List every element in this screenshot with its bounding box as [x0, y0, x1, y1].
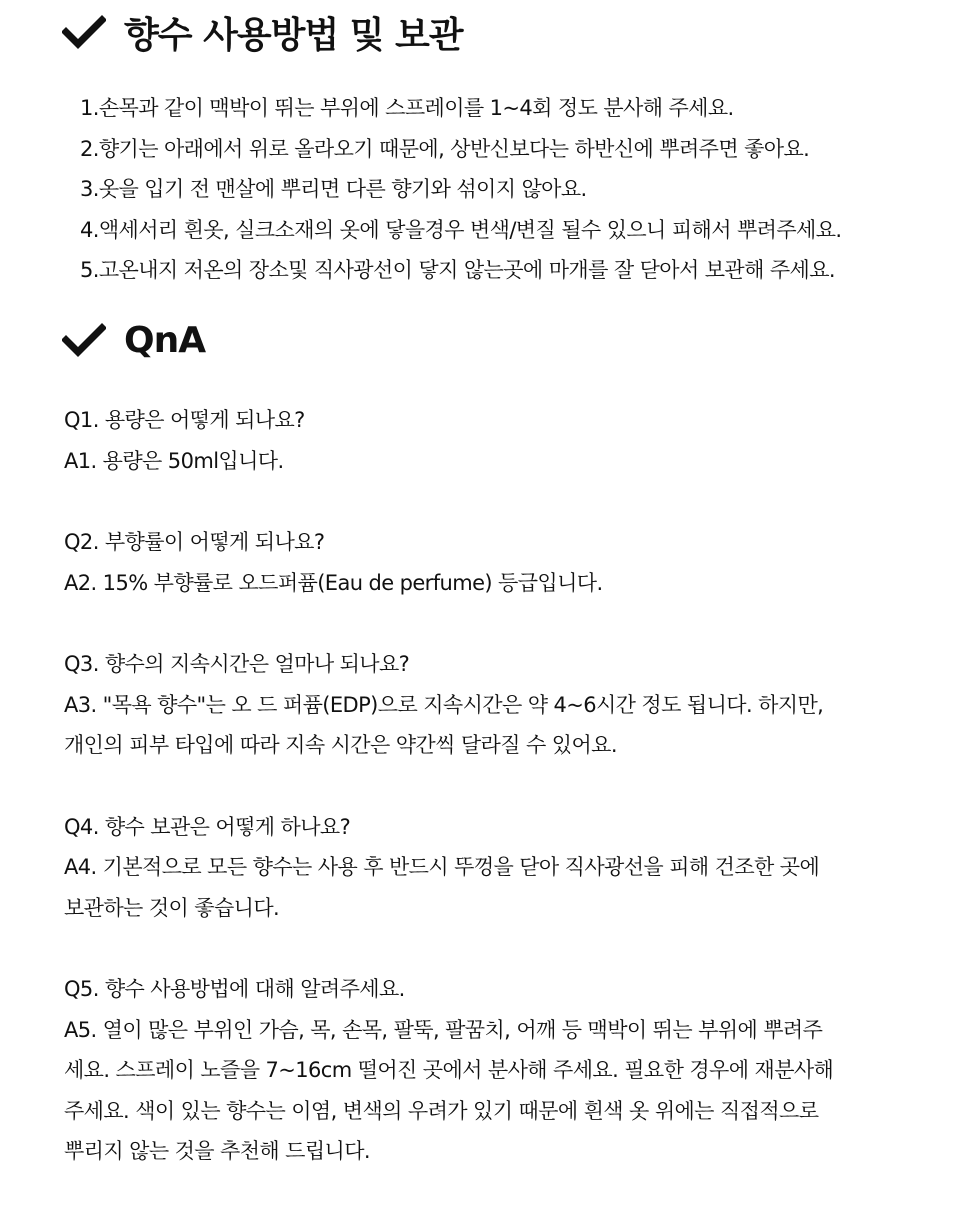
answer-line: 개인의 피부 타입에 따라 지속 시간은 약간씩 달라질 수 있어요. — [64, 733, 617, 757]
answer-line: 뿌리지 않는 것을 추천해 드립니다. — [64, 1139, 370, 1163]
answer-line: 세요. 스프레이 노즐을 7~16cm 떨어진 곳에서 분사해 주세요. 필요한 경우에 재분사해 — [64, 1058, 834, 1082]
usage-item: 3.옷을 입기 전 맨살에 뿌리면 다른 향기와 섞이지 않아요. — [80, 177, 587, 201]
answer-line: 주세요. 색이 있는 향수는 이염, 변색의 우려가 있기 때문에 흰색 옷 위에는 직접적으로 — [64, 1098, 819, 1123]
question: Q1. 용량은 어떻게 되나요? — [64, 408, 305, 432]
usage-section-heading — [62, 2, 463, 62]
question: Q3. 향수의 지속시간은 얼마나 되나요? — [64, 652, 410, 676]
question: Q5. 향수 사용방법에 대해 알려주세요. — [64, 977, 405, 1001]
qna-item-1 — [64, 400, 944, 481]
answer-line: A5. 열이 많은 부위인 가슴, 목, 손목, 팔뚝, 팔꿈치, 어깨 등 맥박이 뛰는 부위에 뿌려주 — [64, 1017, 823, 1042]
usage-item: 1.손목과 같이 맥박이 뛰는 부위에 스프레이를 1~4회 정도 분사해 주세요. — [80, 96, 734, 120]
answer-line: A2. 15% 부향률로 오드퍼퓸(Eau de perfume) 등급입니다. — [64, 570, 603, 595]
checkmark-icon — [62, 14, 106, 50]
usage-item: 2.향기는 아래에서 위로 올라오기 때문에, 상반신보다는 하반신에 뿌려주면 좋아요. — [80, 136, 810, 161]
qna-item-4 — [64, 807, 944, 929]
qna-item-2 — [64, 522, 944, 603]
qna-item-3 — [64, 644, 944, 766]
question: Q4. 향수 보관은 어떻게 하나요? — [64, 814, 351, 839]
answer-line: A1. 용량은 50ml입니다. — [64, 448, 284, 473]
question: Q2. 부향률이 어떻게 되나요? — [64, 530, 325, 554]
checkmark-icon — [62, 322, 106, 358]
qna-list — [64, 400, 944, 1213]
usage-heading-title: 향수 사용방법 및 보관 — [124, 14, 463, 56]
usage-item: 5.고온내지 저온의 장소및 직사광선이 닿지 않는곳에 마개를 잘 닫아서 보관해 주세요. — [80, 258, 835, 282]
answer-line: 보관하는 것이 좋습니다. — [64, 895, 280, 920]
usage-instructions-list — [80, 88, 841, 291]
qna-heading-title: QnA — [124, 319, 206, 361]
qna-item-5 — [64, 969, 944, 1172]
answer-line: A3. "목욕 향수"는 오 드 퍼퓸(EDP)으로 지속시간은 약 4~6시간 정도 됩니다. 하지만, — [64, 692, 824, 717]
qna-section-heading — [62, 310, 205, 370]
answer-line: A4. 기본적으로 모든 향수는 사용 후 반드시 뚜껑을 닫아 직사광선을 피해 건조한 곳에 — [64, 855, 820, 879]
usage-item: 4.액세서리 흰옷, 실크소재의 옷에 닿을경우 변색/변질 될수 있으니 피해서 뿌려주세요. — [80, 217, 842, 242]
